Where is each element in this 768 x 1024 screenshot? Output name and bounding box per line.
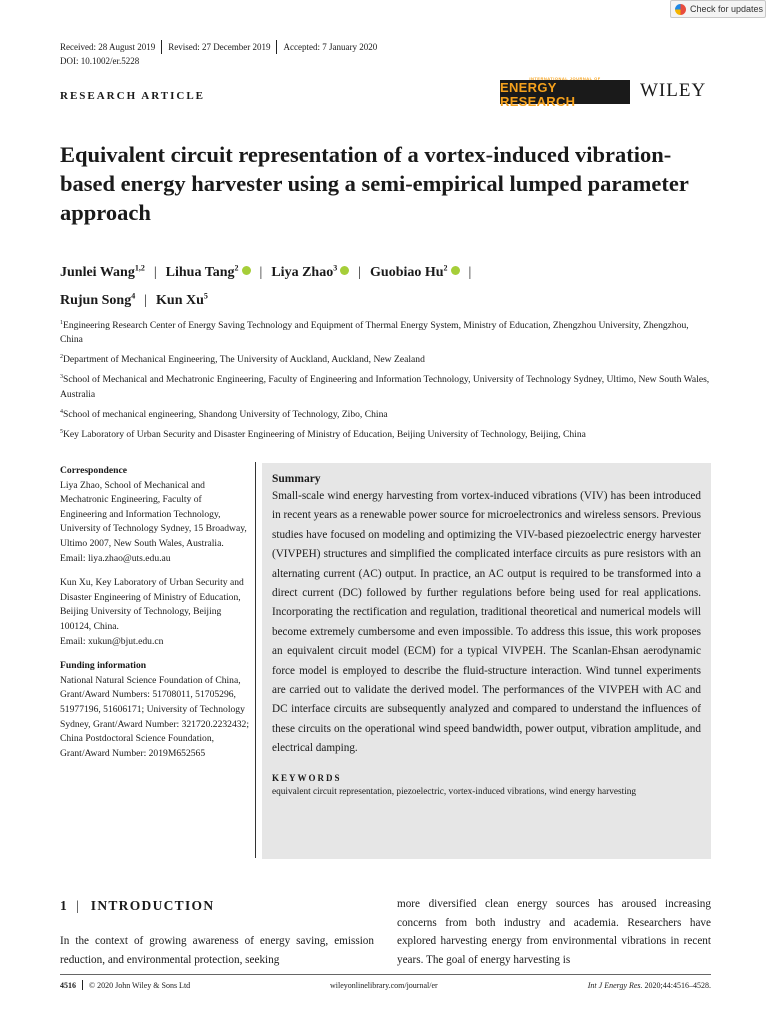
revised-date: Revised: 27 December 2019: [168, 42, 271, 52]
affiliation: $^1$Engineering Research Center of Energy Saving Technology and Equipment of Thermal Energy System, Ministry of Education, Zhengzhou University, Zhengzhou, China: [60, 320, 689, 346]
funding-text: National Natural Science Foundation of China, Grant/Award Numbers: 51708011, 51705296, 51977196, 51606171; University of Technology Sydney, Grant/Award Number: 321720.2232432; China Postdoctoral Science Foundation, Grant/Award Number: 2019M652565: [60, 674, 250, 759]
article-dates: [60, 40, 377, 54]
email-link[interactable]: Email: liya.zhao@uts.edu.au: [60, 552, 171, 564]
author[interactable]: Lihua Tang$^2$: [166, 265, 251, 280]
body-text-left: In the context of growing awareness of energy saving, emission reduction, and environmental protection, seeking: [60, 935, 374, 966]
correspondence-2: Kun Xu, Key Laboratory of Urban Security and Disaster Engineering of Ministry of Education, Beijing University of Technology, Beijing 100124, China. Email: xukun@bjut.edu.cn: [60, 577, 244, 647]
keywords-heading: KEYWORDS: [272, 772, 342, 783]
orcid-icon[interactable]: [451, 266, 460, 275]
check-for-updates-button[interactable]: [670, 0, 766, 18]
doi: DOI: 10.1002/er.5228: [60, 56, 140, 66]
accepted-date: Accepted: 7 January 2020: [283, 42, 378, 52]
section-heading: [60, 898, 214, 914]
author[interactable]: Rujun Song$^4$: [60, 291, 136, 309]
correspondence-1: Liya Zhao, School of Mechanical and Mechatronic Engineering, Faculty of Engineering and Information Technology, University of Technology Sydney, 15 Broadway, Ultimo 2007, New South Wales, Australia. Email: liya.zhao@uts.edu.au: [60, 479, 247, 564]
orcid-icon[interactable]: [340, 266, 349, 275]
affiliations: [60, 316, 710, 445]
article-type: RESEARCH ARTICLE: [60, 90, 206, 102]
page-footer: [60, 980, 711, 990]
summary-text: Small-scale wind energy harvesting from vortex-induced vibrations (VIV) has been introduced in recent years as a renewable power source for microelectronics and wireless sensors. Previous studies have focused on modeling and optimizing the VIV-based piezoelectric energy harvester (VIVPEH) structures and simplified the complicated interface circuits as pure resistors with an alternating current (AC) output. In practice, an AC output is required to be transformed into a direct current (DC) followed by further regulations before being used for real applications. Incorporating the rectification and regulation, traditional theoretical and numerical models will become extremely cumbersome and even impossible. To address this issue, this work proposes an equivalent circuit model (ECM) for a typical VIVPEH. The Scanlan-Ehsan aerodynamic force model is employed to describe the fluid-structure interaction. Wind tunnel experiments are carried out to validate the derived model. The performances of the VIVPEH with AC and DC interface circuits are subsequently analyzed and compared to understand the influences of these circuits on the operational wind speed bandwidth, power output, vibration amplitude, and electrical damping.: [272, 490, 701, 755]
divider: [161, 40, 162, 54]
affiliation: $^4$School of mechanical engineering, Shandong University of Technology, Zibo, China: [60, 408, 388, 420]
affiliation: $^5$Key Laboratory of Urban Security and Disaster Engineering of Ministry of Education, Beijing University of Technology, Beijing, China: [60, 428, 586, 440]
correspondence-heading: Correspondence: [60, 465, 127, 476]
section-title: INTRODUCTION: [90, 898, 215, 913]
journal-logo: [500, 75, 630, 109]
email-link[interactable]: Email: xukun@bjut.edu.cn: [60, 635, 164, 647]
separator: |: [358, 264, 362, 280]
author-list: [60, 256, 700, 313]
summary-heading: Summary: [272, 473, 321, 485]
abstract-box: [262, 463, 711, 859]
author[interactable]: Junlei Wang$^{1,2}$: [60, 263, 145, 280]
divider: [276, 40, 277, 54]
publisher-logo: WILEY: [640, 80, 707, 101]
author[interactable]: Guobiao Hu$^2$: [370, 265, 460, 280]
separator: |: [468, 264, 472, 280]
separator: |: [153, 264, 157, 280]
journal-url[interactable]: wileyonlinelibrary.com/journal/er: [330, 980, 438, 990]
keywords: equivalent circuit representation, piezoelectric, vortex-induced vibrations, wind energy harvesting: [272, 786, 637, 797]
journal-logo-name: ENERGY RESEARCH: [500, 79, 576, 109]
received-date: Received: 28 August 2019: [60, 42, 156, 52]
author[interactable]: Liya Zhao$^3$: [271, 265, 349, 280]
copyright: © 2020 John Wiley & Sons Ltd: [89, 980, 191, 990]
author[interactable]: Kun Xu$^5$: [156, 291, 208, 309]
footer-rule: [60, 974, 711, 975]
separator: |: [259, 264, 263, 280]
paper-title: Equivalent circuit representation of a vortex-induced vibration-based energy harvester using a semi-empirical lumped parameter approach: [60, 142, 689, 225]
orcid-icon[interactable]: [242, 266, 251, 275]
section-number: 1: [60, 898, 69, 913]
divider: [82, 980, 83, 990]
separator: |: [76, 898, 79, 913]
journal-logo-small: INTERNATIONAL JOURNAL OF: [529, 75, 601, 81]
affiliation: $^3$School of Mechanical and Mechatronic Engineering, Faculty of Engineering and Information Technology, University of Technology Sydney, Ultimo, New South Wales, Australia: [60, 374, 710, 400]
sidebar-info: [60, 464, 250, 771]
check-for-updates-label: Check for updates: [690, 4, 764, 14]
body-text-right: more diversified clean energy sources has aroused increasing concerns from both industry and academia. Researchers have explored harvesting energy from environmental vibrations in recent years. The goal of energy harvesting is: [397, 898, 711, 966]
page-number: 4516: [60, 980, 76, 990]
funding-heading: Funding information: [60, 660, 147, 672]
crossmark-icon: [675, 4, 686, 15]
column-divider: [255, 462, 256, 858]
affiliation: $^2$Department of Mechanical Engineering, The University of Auckland, Auckland, New Zealand: [60, 354, 425, 366]
separator: |: [144, 293, 148, 309]
citation: Int J Energy Res. 2020;44:4516–4528.: [587, 980, 711, 990]
